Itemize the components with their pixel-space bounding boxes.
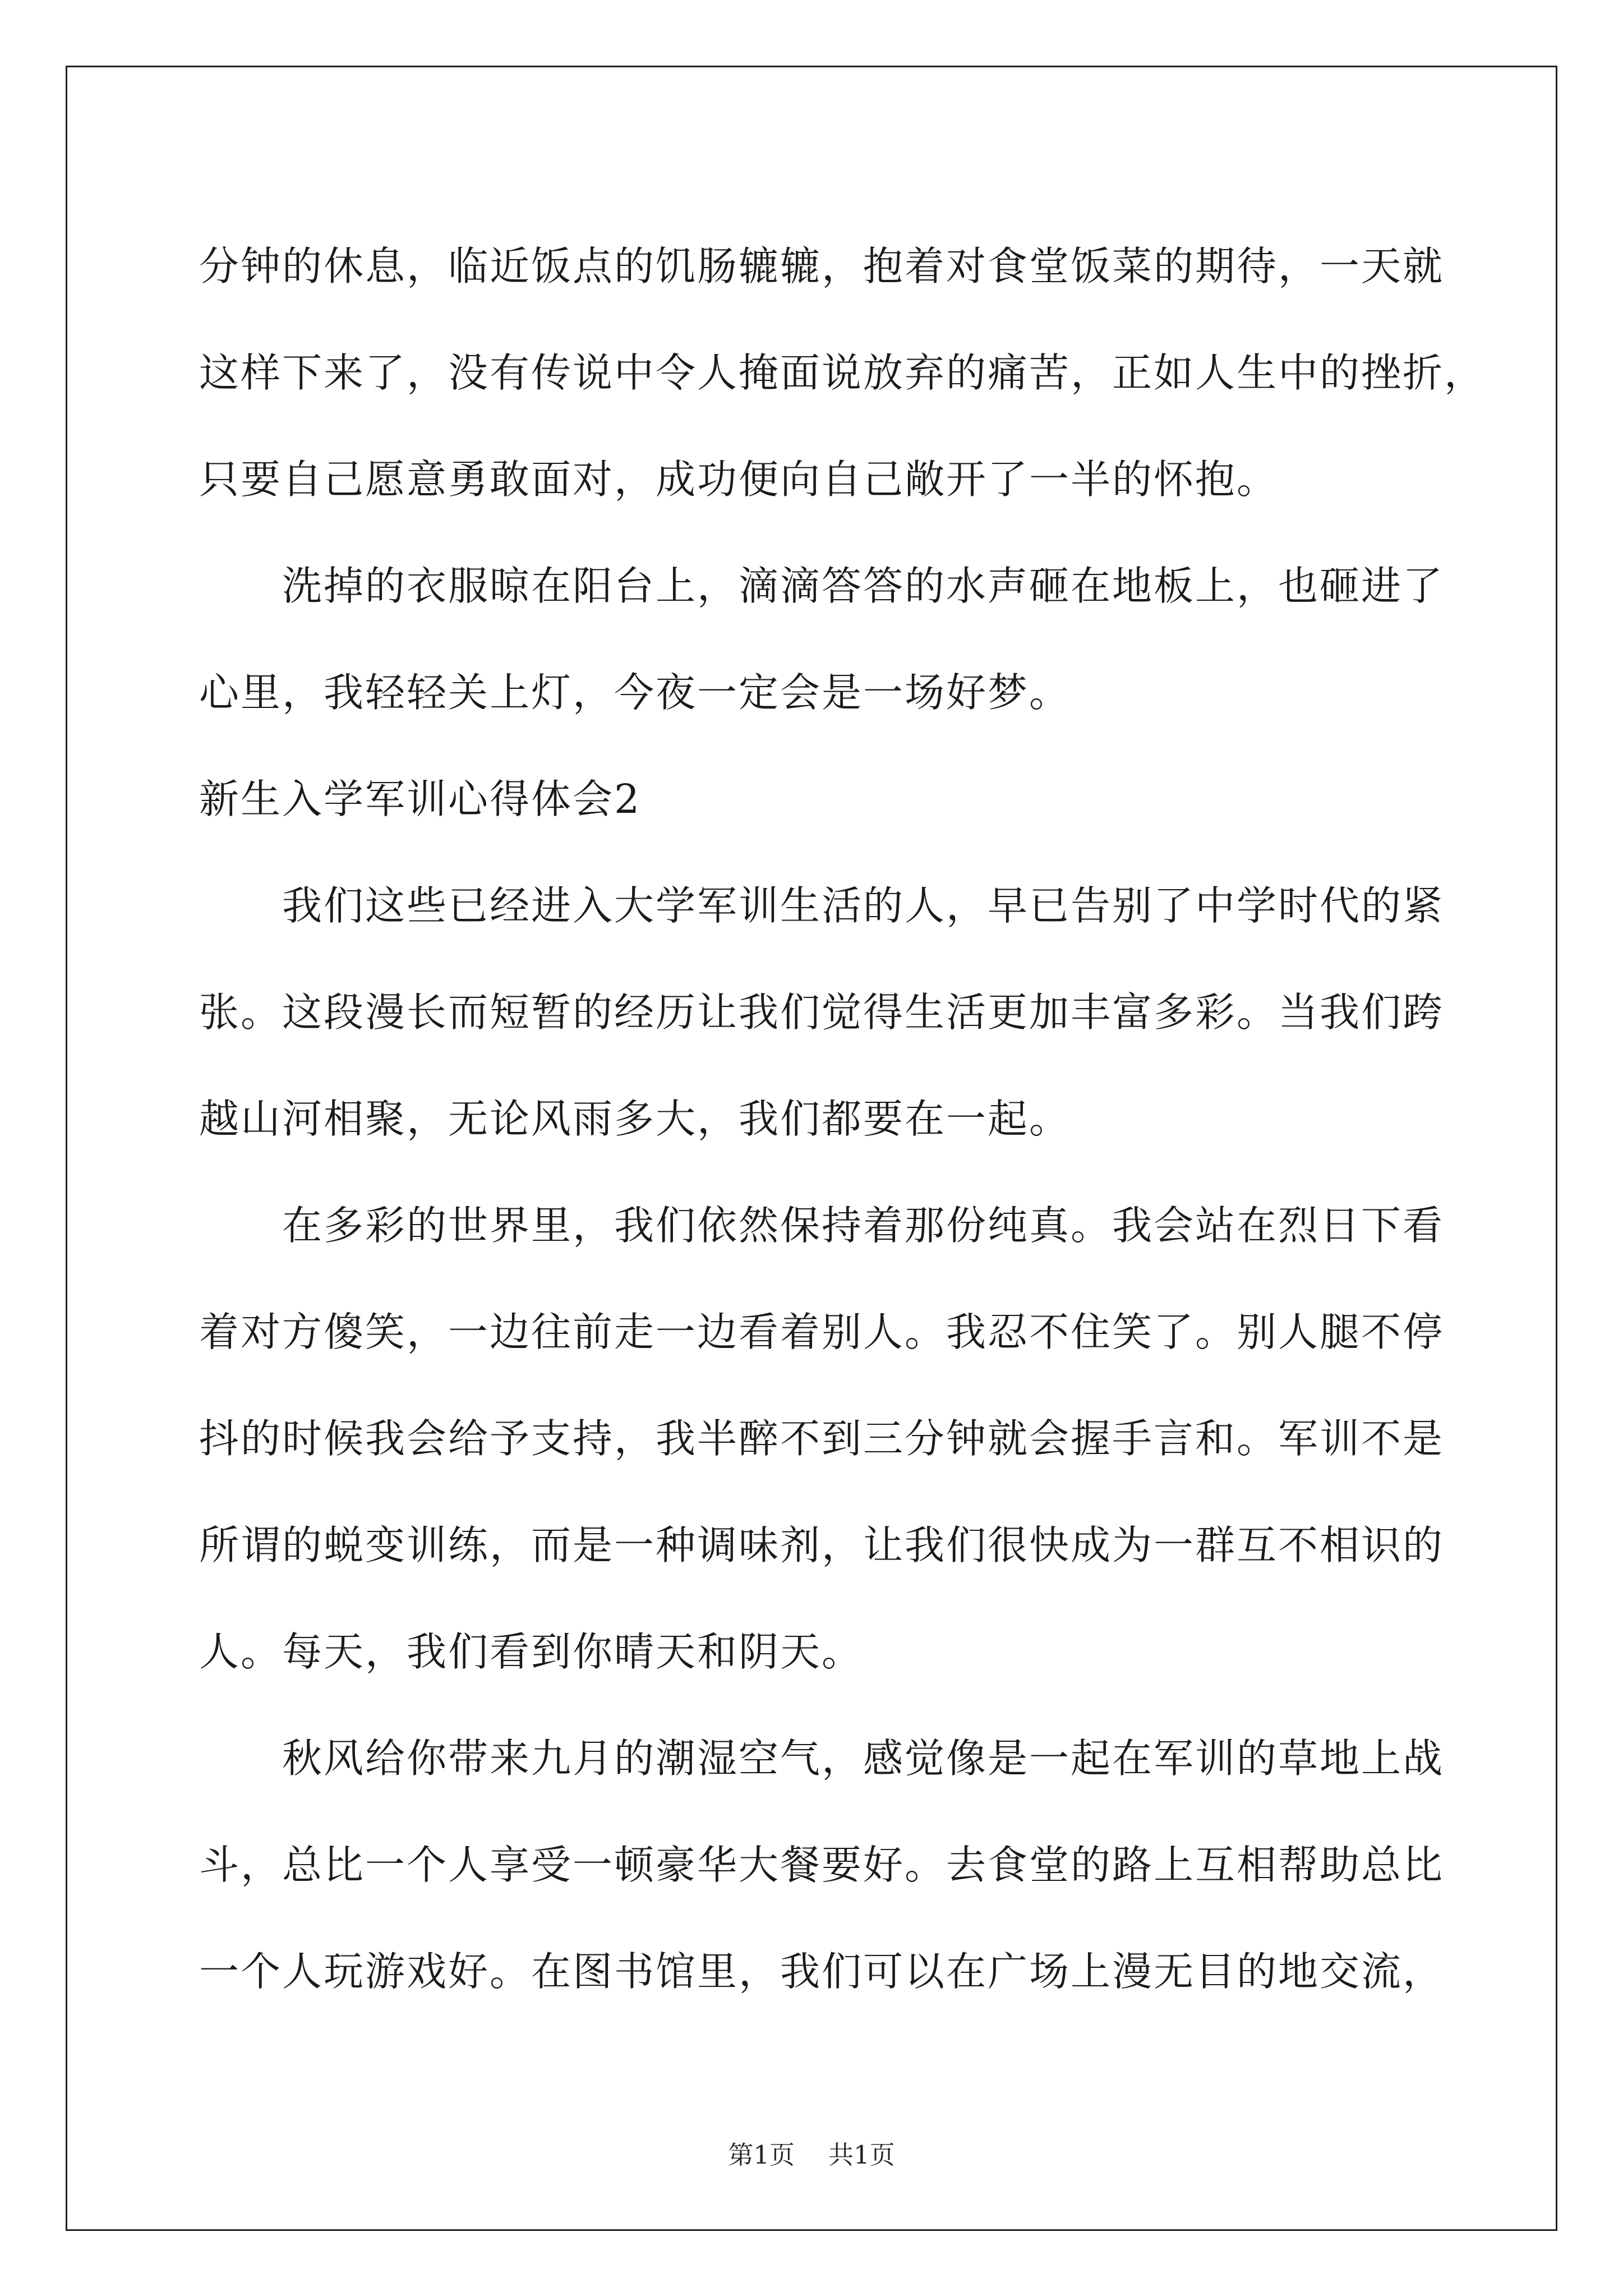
paragraph-start-line: 在多彩的世界里，我们依然保持着那份纯真。我会站在烈日下看 bbox=[282, 1202, 1445, 1249]
page-total: 共1页 bbox=[828, 2140, 895, 2170]
page-number: 第1页 bbox=[728, 2140, 795, 2170]
text-line: 这样下来了，没有传说中令人掩面说放弃的痛苦，正如人生中的挫折， bbox=[199, 349, 1486, 396]
paragraph-start-line: 洗掉的衣服晾在阳台上，滴滴答答的水声砸在地板上，也砸进了 bbox=[282, 563, 1445, 609]
text-line: 所谓的蜕变训练，而是一种调味剂，让我们很快成为一群互不相识的 bbox=[199, 1522, 1445, 1568]
text-line: 斗，总比一个人享受一顿豪华大餐要好。去食堂的路上互相帮助总比 bbox=[199, 1842, 1445, 1888]
text-line: 只要自己愿意勇敢面对，成功便向自己敞开了一半的怀抱。 bbox=[199, 456, 1279, 503]
text-line: 分钟的休息，临近饭点的饥肠辘辘，抱着对食堂饭菜的期待，一天就 bbox=[199, 243, 1445, 289]
paragraph-start-line: 我们这些已经进入大学军训生活的人，早已告别了中学时代的紧 bbox=[282, 882, 1445, 929]
text-line: 人。每天，我们看到你晴天和阴天。 bbox=[199, 1628, 864, 1675]
page-footer bbox=[0, 2134, 1623, 2171]
text-line: 一个人玩游戏好。在图书馆里，我们可以在广场上漫无目的地交流， bbox=[199, 1948, 1445, 1995]
text-line: 着对方傻笑，一边往前走一边看着别人。我忍不住笑了。别人腿不停 bbox=[199, 1309, 1445, 1355]
text-line: 抖的时候我会给予支持，我半醉不到三分钟就会握手言和。军训不是 bbox=[199, 1415, 1445, 1462]
text-line: 越山河相聚，无论风雨多大，我们都要在一起。 bbox=[199, 1096, 1071, 1142]
text-line: 张。这段漫长而短暂的经历让我们觉得生活更加丰富多彩。当我们跨 bbox=[199, 989, 1445, 1036]
section-heading: 新生入学军训心得体会2 bbox=[199, 776, 642, 822]
text-line: 心里，我轻轻关上灯，今夜一定会是一场好梦。 bbox=[199, 669, 1071, 716]
document-body bbox=[199, 213, 1486, 2025]
paragraph-start-line: 秋风给你带来九月的潮湿空气，感觉像是一起在军训的草地上战 bbox=[282, 1735, 1445, 1782]
